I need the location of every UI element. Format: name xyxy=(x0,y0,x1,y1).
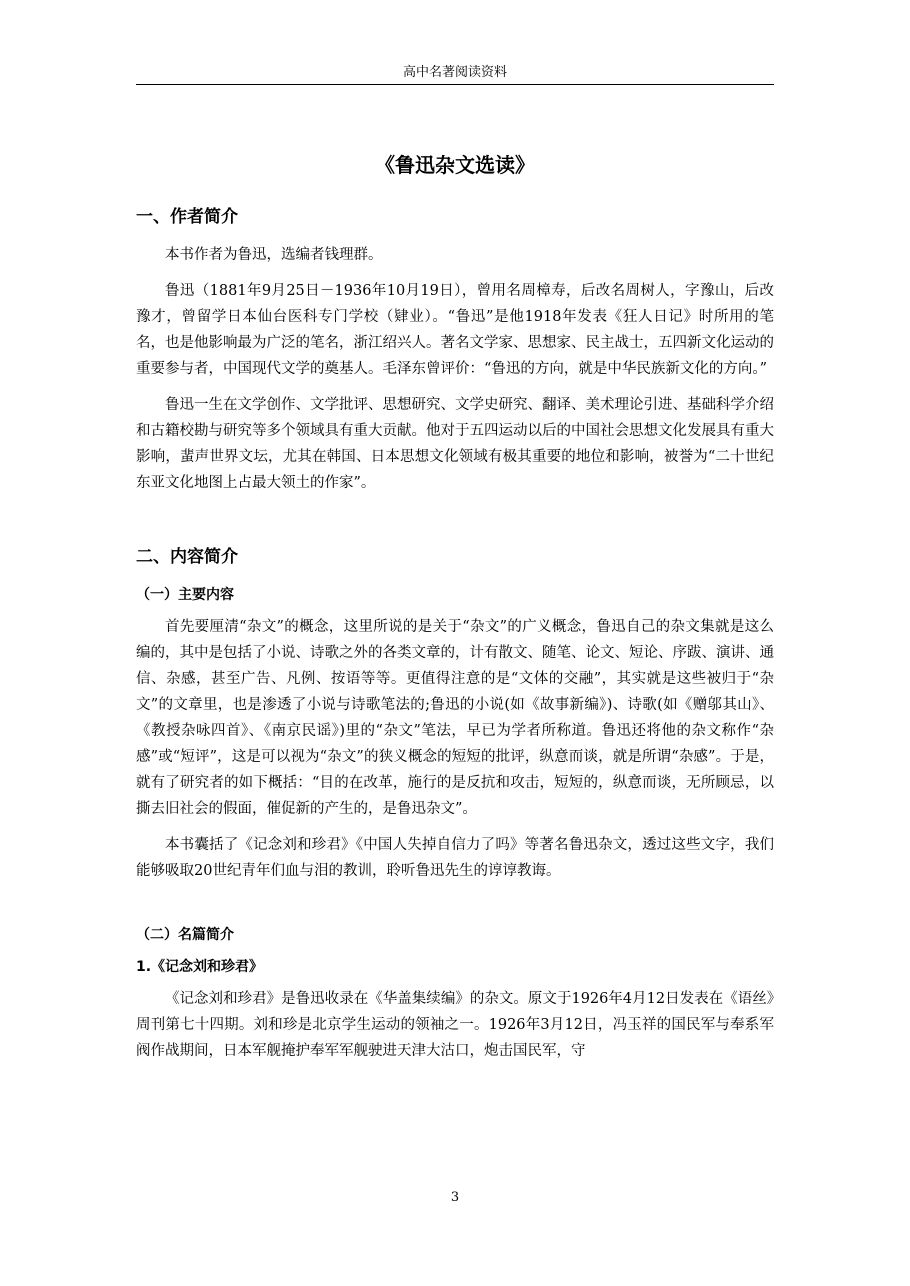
paragraph-book-scope: 本书囊括了《记念刘和珍君》《中国人失掉自信力了吗》等著名鲁迅杂文，透过这些文字，我们能够吸取20世纪青年们血与泪的教训，聆听鲁迅先生的谆谆教诲。 xyxy=(136,837,774,879)
paragraph-author-bio: 鲁迅（1881年9月25日－1936年10月19日），曾用名周樟寿，后改名周树人，字豫山，后改豫才，曾留学日本仙台医科专门学校（肄业）。“鲁迅”是他1918年发表《狂人日记》时所用的笔名，也是他影响最为广泛的笔名，浙江绍兴人。著名文学家、思想家、民主战士，五四新文化运动的重要参与者，中国现代文学的奠基人。毛泽东曾评价：“鲁迅的方向，就是中华民族新文化的方向。” xyxy=(136,283,774,377)
section-heading-author: 一、作者简介 xyxy=(136,207,238,227)
document-title: 《鲁迅杂文选读》 xyxy=(375,153,535,177)
section-heading-content: 二、内容简介 xyxy=(136,547,238,567)
header-rule xyxy=(136,84,774,85)
paragraph-author-intro: 本书作者为鲁迅，选编者钱理群。 xyxy=(165,247,383,263)
page-number: 3 xyxy=(450,1190,460,1205)
subsection-heading-main-content: （一）主要内容 xyxy=(136,587,234,603)
running-header: 高中名著阅读资料 xyxy=(402,65,507,80)
paragraph-zawen-concept: 首先要厘清“杂文”的概念，这里所说的是关于“杂文”的广义概念，鲁迅自己的杂文集就是这么编的，其中是包括了小说、诗歌之外的各类文章的，计有散文、随笔、论文、短论、序跋、演讲、通信、杂感，甚至广告、凡例、按语等等。更值得注意的是“文体的交融”，其实就是这些被归于“杂文”的文章里，也是渗透了小说与诗歌笔法的;鲁迅的小说(如《故事新编》)、诗歌(如《赠邬其山》、《教授杂咏四首》、《南京民谣》)里的“杂文”笔法，早已为学者所称道。鲁迅还将他的杂文称作“杂感”或“短评”，这是可以视为“杂文”的狭义概念的短短的批评，纵意而谈，就是所谓“杂感”。于是，就有了研究者的如下概括：“目的在改革，施行的是反抗和攻击，短短的，纵意而谈，无所顾忌，以撕去旧社会的假面，催促新的产生的，是鲁迅杂文”。 xyxy=(136,619,774,817)
item-heading-liu-hezhen: 1.《记念刘和珍君》 xyxy=(136,959,264,975)
page-body xyxy=(136,148,774,1074)
paragraph-liu-hezhen: 《记念刘和珍君》是鲁迅收录在《华盖集续编》的杂文。原文于1926年4月12日发表在《语丝》周刊第七十四期。刘和珍是北京学生运动的领袖之一。1926年3月12日，冯玉祥的国民军与奉系军阀作战期间，日本军舰掩护奉军军舰驶进天津大沽口，炮击国民军，守 xyxy=(136,991,774,1059)
spacer xyxy=(136,506,774,542)
spacer xyxy=(136,894,774,922)
paragraph-author-contribution: 鲁迅一生在文学创作、文学批评、思想研究、文学史研究、翻译、美术理论引进、基础科学介绍和古籍校勘与研究等多个领域具有重大贡献。他对于五四运动以后的中国社会思想文化发展具有重大影响，蜚声世界文坛，尤其在韩国、日本思想文化领域有极其重要的地位和影响，被誉为“二十世纪东亚文化地图上占最大领土的作家”。 xyxy=(136,397,774,491)
subsection-heading-famous-essays: （二）名篇简介 xyxy=(136,927,234,943)
